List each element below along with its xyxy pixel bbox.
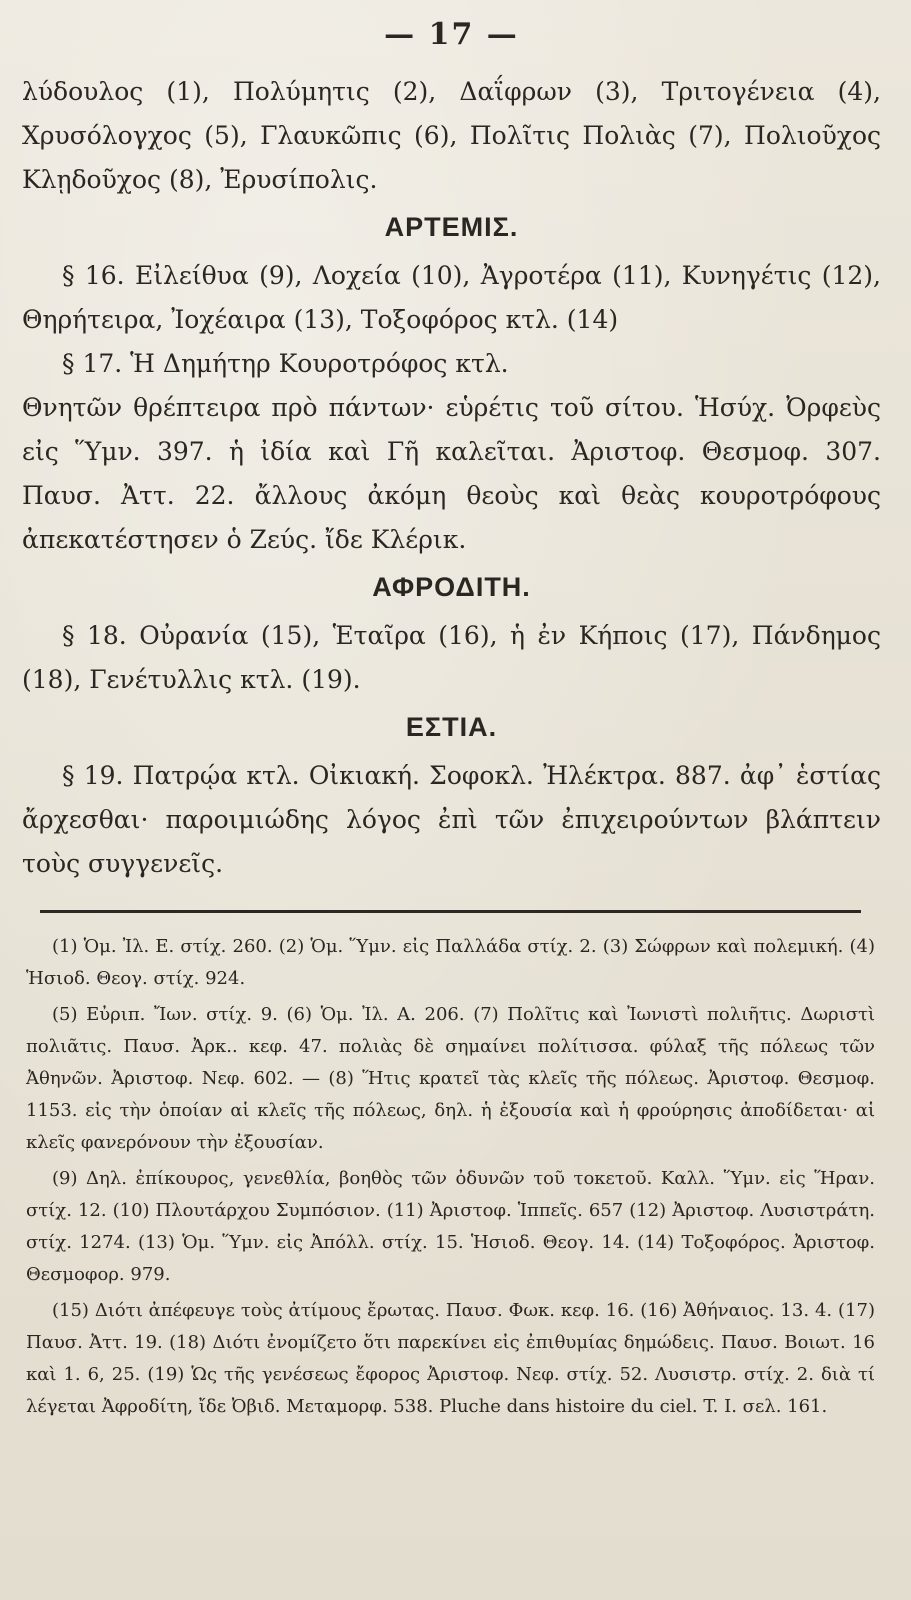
paragraph-section-17: § 17. Ἡ Δημήτηρ Κουροτρόφος κτλ. <box>62 349 509 378</box>
footnote-divider <box>40 910 861 913</box>
paragraph-section-19: § 19. Πατρῴα κτλ. Οἰκιακή. Σοφοκλ. Ἠλέκτρα. 887. ἀφ᾽ ἑστίας ἄρχεσθαι· παροιμιώδης λόγος ἐπὶ τῶν ἐπιχειρούντων βλάπτειν τοὺς συγγενεῖς. <box>22 761 881 878</box>
athena-epithets-paragraph: λύδουλος (1), Πολύμητις (2), Δαΐφρων (3), Τριτογένεια (4), Χρυσόλογχος (5), Γλαυκῶπις (6), Πολῖτις Πολιὰς (7), Πολιοῦχος Κλῃδοῦχος (8), Ἐρυσίπολις. <box>22 77 881 194</box>
paragraph-demeter-note: Θνητῶν θρέπτειρα πρὸ πάντων· εὑρέτις τοῦ σίτου. Ἡσύχ. Ὀρφεὺς εἰς Ὕμν. 397. ἡ ἰδία καὶ Γῆ καλεῖται. Ἀριστοφ. Θεσμοφ. 307. Παυσ. Ἀττ. 22. ἄλλους ἀκόμη θεοὺς καὶ θεὰς κουροτρόφους ἀπεκατέστησεν ὁ Ζεύς. ἴδε Κλέρικ. <box>22 393 881 554</box>
section-heading-hestia: ΕΣΤΙΑ. <box>405 712 498 742</box>
main-text <box>22 70 881 886</box>
section-heading-aphrodite: ΑΦΡΟΔΙΤΗ. <box>372 572 531 602</box>
footnote-block-1-4: (1) Ὁμ. Ἰλ. Ε. στίχ. 260. (2) Ὁμ. Ὕμν. εἰς Παλλάδα στίχ. 2. (3) Σώφρων καὶ πολεμική. (4) Ἡσιοδ. Θεογ. στίχ. 924. <box>26 936 875 989</box>
footnote-block-9-14: (9) Δηλ. ἐπίκουρος, γενεθλία, βοηθὸς τῶν ὀδυνῶν τοῦ τοκετοῦ. Καλλ. Ὕμν. εἰς Ἥραν. στίχ. 12. (10) Πλουτάρχου Συμπόσιον. (11) Ἀριστοφ. Ἱππεῖς. 657 (12) Ἀριστοφ. Λυσιστράτη. στίχ. 1274. (13) Ὁμ. Ὕμν. εἰς Ἀπόλλ. στίχ. 15. Ἡσιοδ. Θεογ. 14. (14) Τοξοφόρος. Ἀριστοφ. Θεσμοφορ. 979. <box>26 1168 875 1285</box>
paragraph-section-18: § 18. Οὐρανία (15), Ἑταῖρα (16), ἡ ἐν Κήποις (17), Πάνδημος (18), Γενέτυλλις κτλ. (19). <box>22 621 881 694</box>
paragraph-section-16: § 16. Εἰλείθυα (9), Λοχεία (10), Ἀγροτέρα (11), Κυνηγέτις (12), Θηρήτειρα, Ἰοχέαιρα (13), Τοξοφόρος κτλ. (14) <box>22 261 881 334</box>
footnotes <box>22 931 881 1423</box>
footnote-block-15-19: (15) Διότι ἀπέφευγε τοὺς ἀτίμους ἔρωτας. Παυσ. Φωκ. κεφ. 16. (16) Ἀθήναιος. 13. 4. (17) Παυσ. Ἀττ. 19. (18) Διότι ἐνομίζετο ὅτι παρεκίνει εἰς ἐπιθυμίας δημώδεις. Παυσ. Βοιωτ. 16 καὶ 1. 6, 25. (19) Ὡς τῆς γενέσεως ἔφορος Ἀριστοφ. Νεφ. στίχ. 52. Λυσιστρ. στίχ. 2. διὰ τί λέγεται Ἀφροδίτη, ἴδε Ὀβιδ. Μεταμορφ. 538. Pluche dans histoire du ciel. T. I. σελ. 161. <box>26 1300 875 1417</box>
footnote-block-5-8: (5) Εὐριπ. Ἴων. στίχ. 9. (6) Ὁμ. Ἰλ. Α. 206. (7) Πολῖτις καὶ Ἰωνιστὶ πολιῆτις. Δωριστὶ πολιᾶτις. Παυσ. Ἀρκ.. κεφ. 47. πολιὰς δὲ σημαίνει πολίτισσα. φύλαξ τῆς πόλεως τῶν Ἀθηνῶν. Ἀριστοφ. Νεφ. 602. — (8) Ἥτις κρατεῖ τὰς κλεῖς τῆς πόλεως. Ἀριστοφ. Θεσμοφ. 1153. εἰς τὴν ὁποίαν αἱ κλεῖς τῆς πόλεως, δηλ. ἡ ἐξουσία καὶ ἡ φρούρησις ἀποδίδεται· αἱ κλεῖς φανερόνουν τὴν ἐξουσίαν. <box>26 1004 875 1153</box>
page-number: — 17 — <box>384 17 519 52</box>
section-heading-artemis: ΑΡΤΕΜΙΣ. <box>384 212 519 242</box>
